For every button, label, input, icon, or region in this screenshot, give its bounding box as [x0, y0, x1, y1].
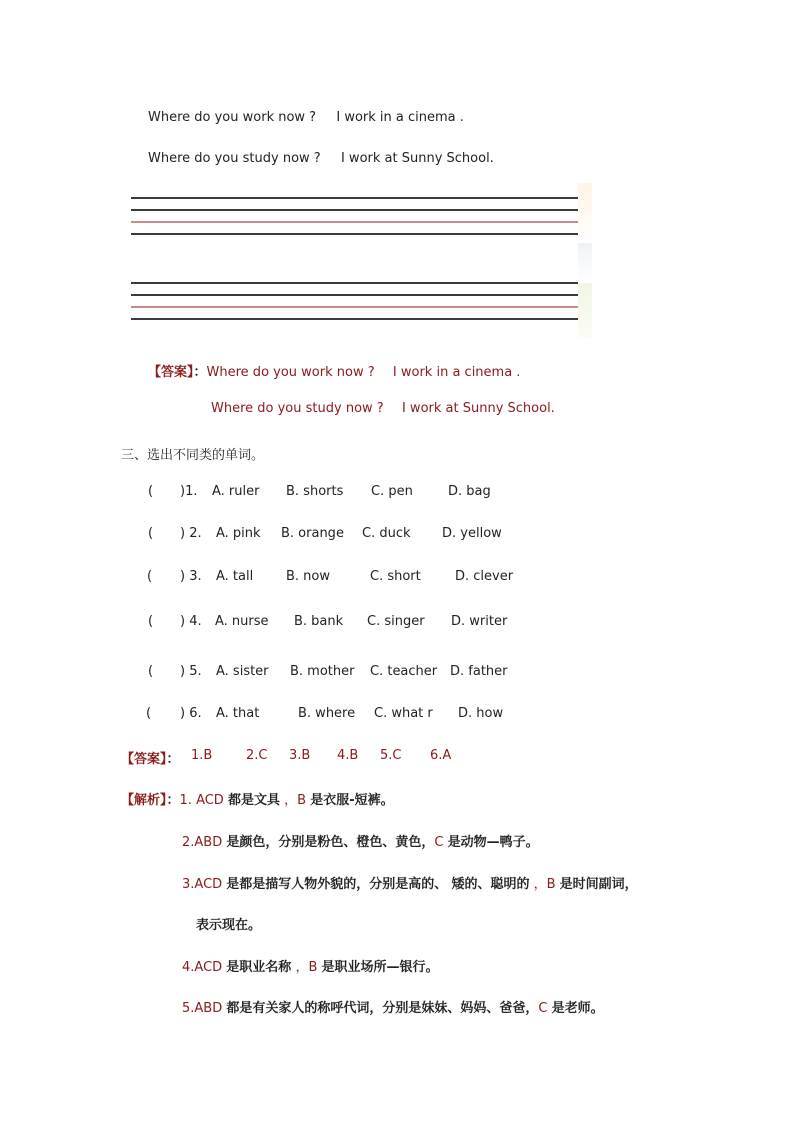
option: A. pink: [216, 526, 261, 541]
question-row: ( )1. A. ruler B. shorts C. pen D. bag: [148, 484, 491, 499]
answer-block-1: [148, 361, 520, 380]
analysis-line-3: 3.ACD 是都是描写人物外貌的，分别是高的、 矮的、聪明的 ，B 是时间副词，: [182, 877, 638, 892]
answer-response: I work at Sunny School.: [401, 401, 555, 416]
option: D. how: [458, 706, 504, 721]
option: C. what r: [374, 706, 433, 721]
example-line-2: [148, 151, 494, 166]
analysis-line-3b: 表示现在。: [196, 918, 262, 933]
answer-item: 2.C: [246, 748, 268, 763]
guide-line: [131, 306, 579, 308]
example-question: Where do you study now ?: [148, 151, 321, 166]
question-row: ( ) 3. A. tall B. now C. short D. clever: [147, 569, 514, 584]
option: B. shorts: [286, 484, 344, 499]
decoration-strip: [578, 183, 592, 243]
analysis-line-2: 2.ABD 是颜色，分别是粉色、橙色、黄色，C 是动物—鸭子。: [182, 835, 539, 850]
option: D. writer: [451, 614, 508, 629]
answer-colon: ：: [193, 365, 207, 380]
analysis-label: 【解析】: [121, 793, 167, 808]
option: C. teacher: [370, 664, 438, 679]
question-row: ( ) 5. A. sister B. mother C. teacher D. father: [148, 664, 508, 679]
example-answer: I work in a cinema .: [336, 110, 464, 125]
decoration-strip: [578, 243, 592, 283]
example-answer: I work at Sunny School.: [340, 151, 494, 166]
guide-line: [131, 294, 579, 296]
option: B. mother: [290, 664, 355, 679]
guide-line: [131, 209, 579, 211]
example-line-1: [148, 110, 464, 125]
option: D. father: [450, 664, 508, 679]
answer-label: 【答案】: [148, 365, 194, 380]
answer-item: 6.A: [430, 748, 452, 763]
analysis-line-4: 4.ACD 是职业名称 ，B 是职业场所—银行。: [182, 960, 439, 975]
answer-colon: ：: [166, 752, 180, 767]
guide-line: [131, 197, 579, 199]
option: D. clever: [455, 569, 514, 584]
guide-line: [131, 233, 579, 235]
analysis-line-5: 5.ABD 都是有关家人的称呼代词，分别是妹妹、妈妈、爸爸，C 是老师。: [182, 1001, 604, 1016]
answer-question: Where do you work now ?: [206, 365, 375, 380]
option: C. pen: [371, 484, 413, 499]
answer-block-2: [121, 748, 452, 767]
question-row: ( ) 2. A. pink B. orange C. duck D. yellow: [148, 526, 502, 541]
section-heading: 三、选出不同类的单词。: [121, 448, 265, 463]
question-row: ( ) 6. A. that B. where C. what r D. how: [146, 706, 504, 721]
option: A. ruler: [212, 484, 260, 499]
analysis-line-1: 【解析】：1. ACD 都是文具 ，B 是衣服-短裤。: [121, 793, 394, 808]
option: B. now: [286, 569, 331, 584]
answer-label: 【答案】: [121, 752, 167, 767]
answer-item: 5.C: [380, 748, 402, 763]
option: C. singer: [367, 614, 425, 629]
answer-response: I work in a cinema .: [392, 365, 521, 380]
guide-line: [131, 221, 579, 223]
answer-item: 3.B: [289, 748, 311, 763]
answer-item: 4.B: [337, 748, 359, 763]
option: A. tall: [216, 569, 254, 584]
decoration-strip: [578, 283, 592, 339]
analysis-colon: ：: [166, 793, 180, 808]
option: B. where: [298, 706, 356, 721]
answer-question: Where do you study now ?: [211, 401, 384, 416]
option: A. that: [216, 706, 260, 721]
option: A. nurse: [215, 614, 269, 629]
option: B. bank: [294, 614, 344, 629]
guide-line: [131, 282, 579, 284]
answer-item: 1.B: [191, 748, 213, 763]
guide-line: [131, 318, 579, 320]
option: B. orange: [281, 526, 344, 541]
option: C. duck: [362, 526, 411, 541]
question-row: ( ) 4. A. nurse B. bank C. singer D. writer: [148, 614, 508, 629]
example-question: Where do you work now ?: [148, 110, 317, 125]
answer-block-1-line-2: [211, 401, 555, 416]
option: D. bag: [448, 484, 491, 499]
option: D. yellow: [442, 526, 502, 541]
option: C. short: [370, 569, 421, 584]
option: A. sister: [216, 664, 269, 679]
